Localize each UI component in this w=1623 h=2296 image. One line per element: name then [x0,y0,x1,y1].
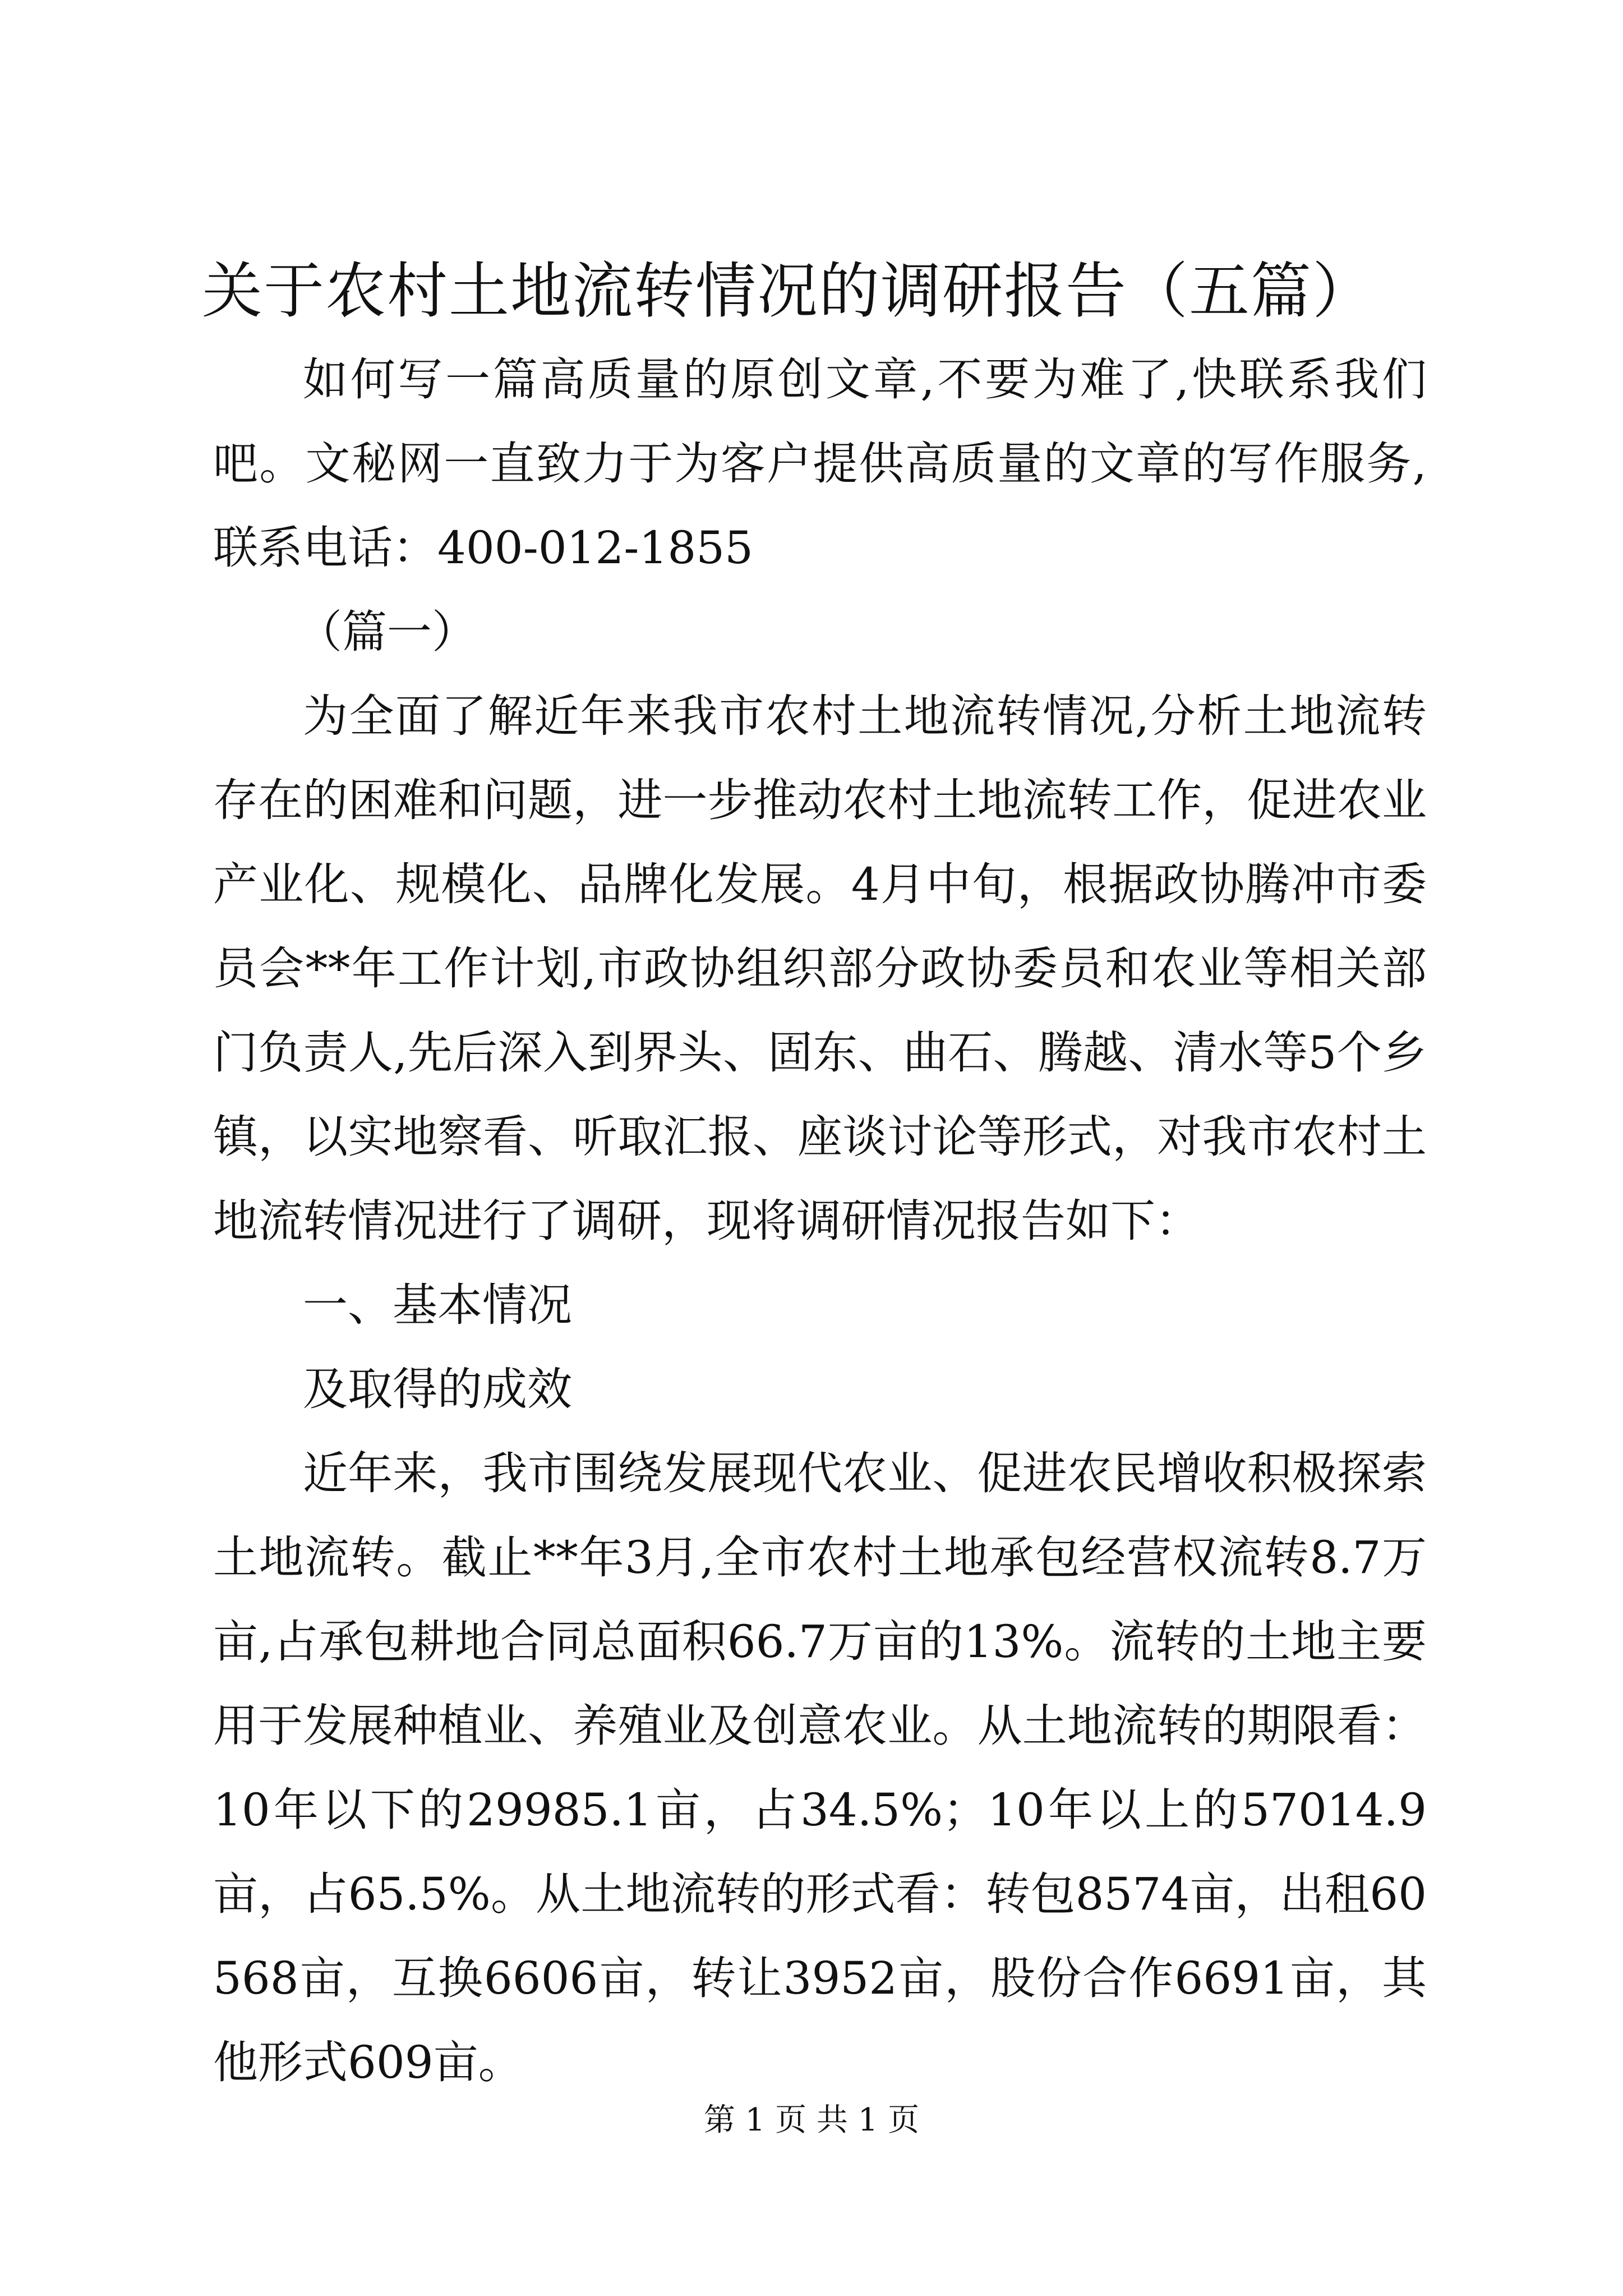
body-paragraph: 为全面了解近年来我市农村土地流转情况,分析土地流转存在的困难和问题，进一步推动农村土地流转工作，促进农业产业化、规模化、品牌化发展。4月中旬，根据政协腾冲市委员会**年工作计划,市政协组织部分政协委员和农业等相关部门负责人,先后深入到界头、固东、曲石、腾越、清水等5个乡镇，以实地察看、听取汇报、座谈讨论等形式，对我市农村土地流转情况进行了调研，现将调研情况报告如下： [213,690,1427,1247]
section-heading: 一、基本情况 [303,1279,572,1331]
page-number: 第 1 页 共 1 页 [703,2102,920,2138]
document-title: 关于农村土地流转情况的调研报告（五篇） [202,256,1375,326]
section-heading-continued: 及取得的成效 [303,1363,572,1415]
section-label: （篇一） [297,606,477,658]
page-footer [0,2098,1623,2143]
document-body [213,338,1427,2105]
intro-paragraph: 如何写一篇高质量的原创文章,不要为难了,快联系我们吧。文秘网一直致力于为客户提供高质量的文章的写作服务,联系电话：400-012-1855 [213,353,1427,574]
body-paragraph: 近年来，我市围绕发展现代农业、促进农民增收积极探索土地流转。截止**年3月,全市农村土地承包经营权流转8.7万亩,占承包耕地合同总面积66.7万亩的13%。流转的土地主要用于发展种植业、养殖业及创意农业。从土地流转的期限看：10年以下的29985.1亩，占34.5%；10年以上的57014.9亩，占65.5%。从土地流转的形式看：转包8574亩，出租60568亩，互换6606亩，转让3952亩，股份合作6691亩，其他形式609亩。 [213,1447,1427,2088]
